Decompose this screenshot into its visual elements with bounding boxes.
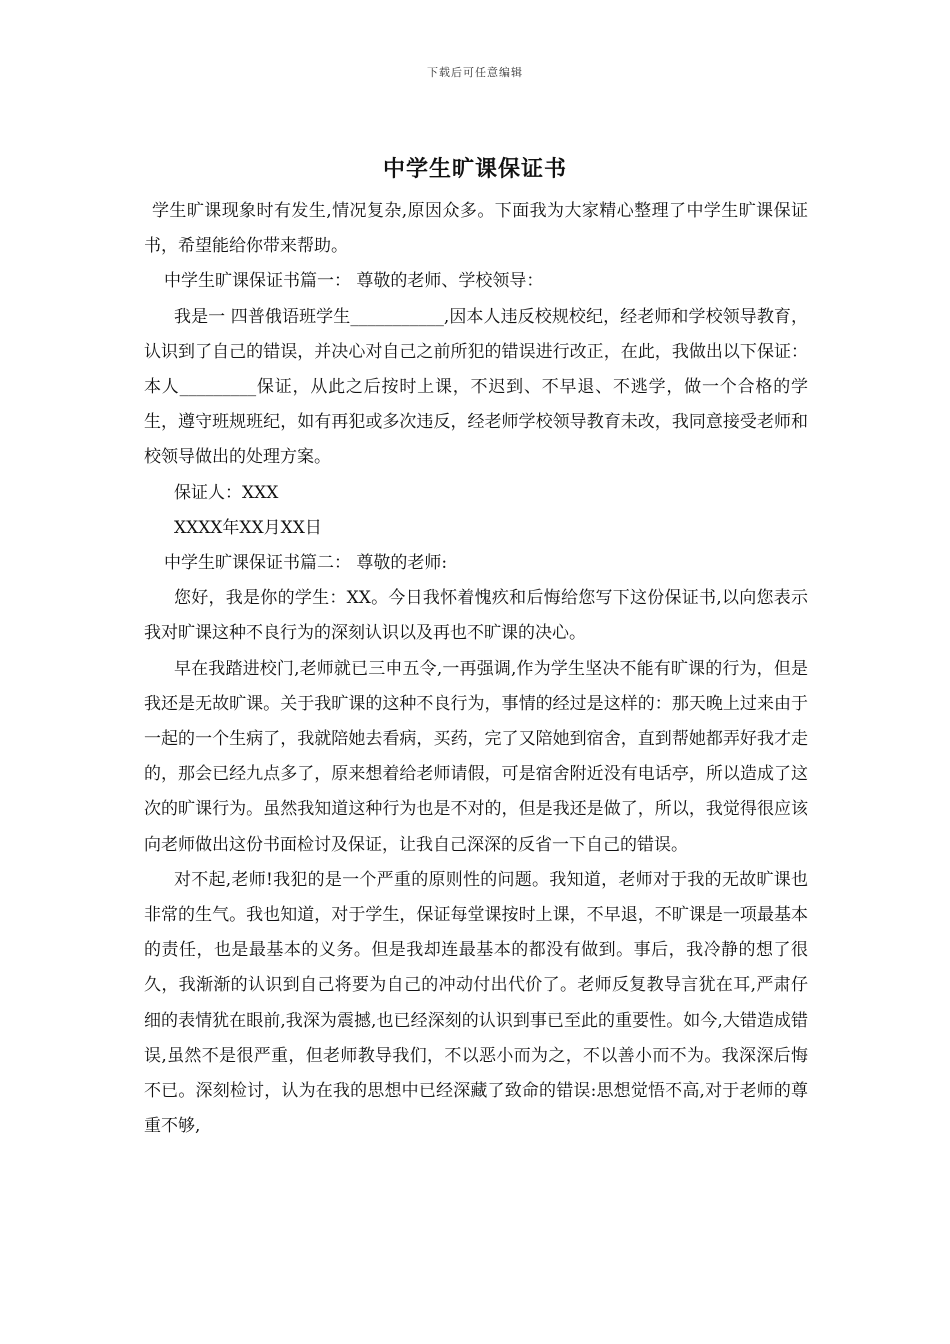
body-paragraph: 对不起,老师!我犯的是一个严重的原则性的问题。我知道，老师对于我的无故旷课也非常的生气。我也知道，对于学生，保证每堂课按时上课，不早退，不旷课是一项最基本的责任，也是最基本的义务。但是我却连最基本的都没有做到。事后，我冷静的想了很久，我渐渐的认识到自己将要为自己的冲动付出代价了。老师反复教导言犹在耳,严肃仔细的表情犹在眼前,我深为震撼,也已经深刻的认识到事已至此的重要性。如今,大错造成错误,虽然不是很严重，但老师教导我们，不以恶小而为之，不以善小而不为。我深深后悔不已。深刻检讨，认为在我的思想中已经深藏了致命的错误:思想觉悟不高,对于老师的尊重不够, xyxy=(144,869,808,1137)
body-paragraph: 早在我踏进校门,老师就已三申五令,一再强调,作为学生坚决不能有旷课的行为，但是我还是无故旷课。关于我旷课的这种不良行为，事情的经过是这样的：那天晚上过来由于一起的一个生病了，我就陪她去看病，买药，完了又陪她到宿舍，直到帮她都弄好我才走的，那会已经九点多了，原来想着给老师请假，可是宿舍附近没有电话亭，所以造成了这次的旷课行为。虽然我知道这种行为也是不对的，但是我还是做了，所以，我觉得很应该向老师做出这份书面检讨及保证，让我自己深深的反省一下自己的错误。 xyxy=(144,658,808,855)
section-heading-one: 中学生旷课保证书篇一： 尊敬的老师、学校领导： xyxy=(164,271,544,292)
date-line: XXXX年XX月XX日 xyxy=(174,517,322,538)
intro-paragraph: 学生旷课现象时有发生,情况复杂,原因众多。下面我为大家精心整理了中学生旷课保证书，希望能给你带来帮助。 xyxy=(144,201,808,257)
document-title: 中学生旷课保证书 xyxy=(382,156,567,182)
body-paragraph: 您好，我是你的学生：XX。今日我怀着愧疚和后悔给您写下这份保证书,以向您表示我对旷课这种不良行为的深刻认识以及再也不旷课的决心。 xyxy=(144,588,808,644)
body-paragraph: 我是一 四普俄语班学生___________,因本人违反校规校纪，经老师和学校领导教育，认识到了自己的错误，并决心对自己之前所犯的错误进行改正，在此，我做出以下保证： 本人_________保证，从此之后按时上课，不迟到、不早退、不逃学，做一个合格的学生，遵守班规班纪，如有再犯或多次违反，经老师学校领导教育未改，我同意接受老师和校领导做出的处理方案。 xyxy=(144,306,808,468)
section-heading-two: 中学生旷课保证书篇二： 尊敬的老师: xyxy=(164,553,448,574)
page-header-note: 下载后可任意编辑 xyxy=(427,66,523,79)
guarantor-line: 保证人：XXX xyxy=(174,482,279,503)
document-body xyxy=(144,194,808,1144)
